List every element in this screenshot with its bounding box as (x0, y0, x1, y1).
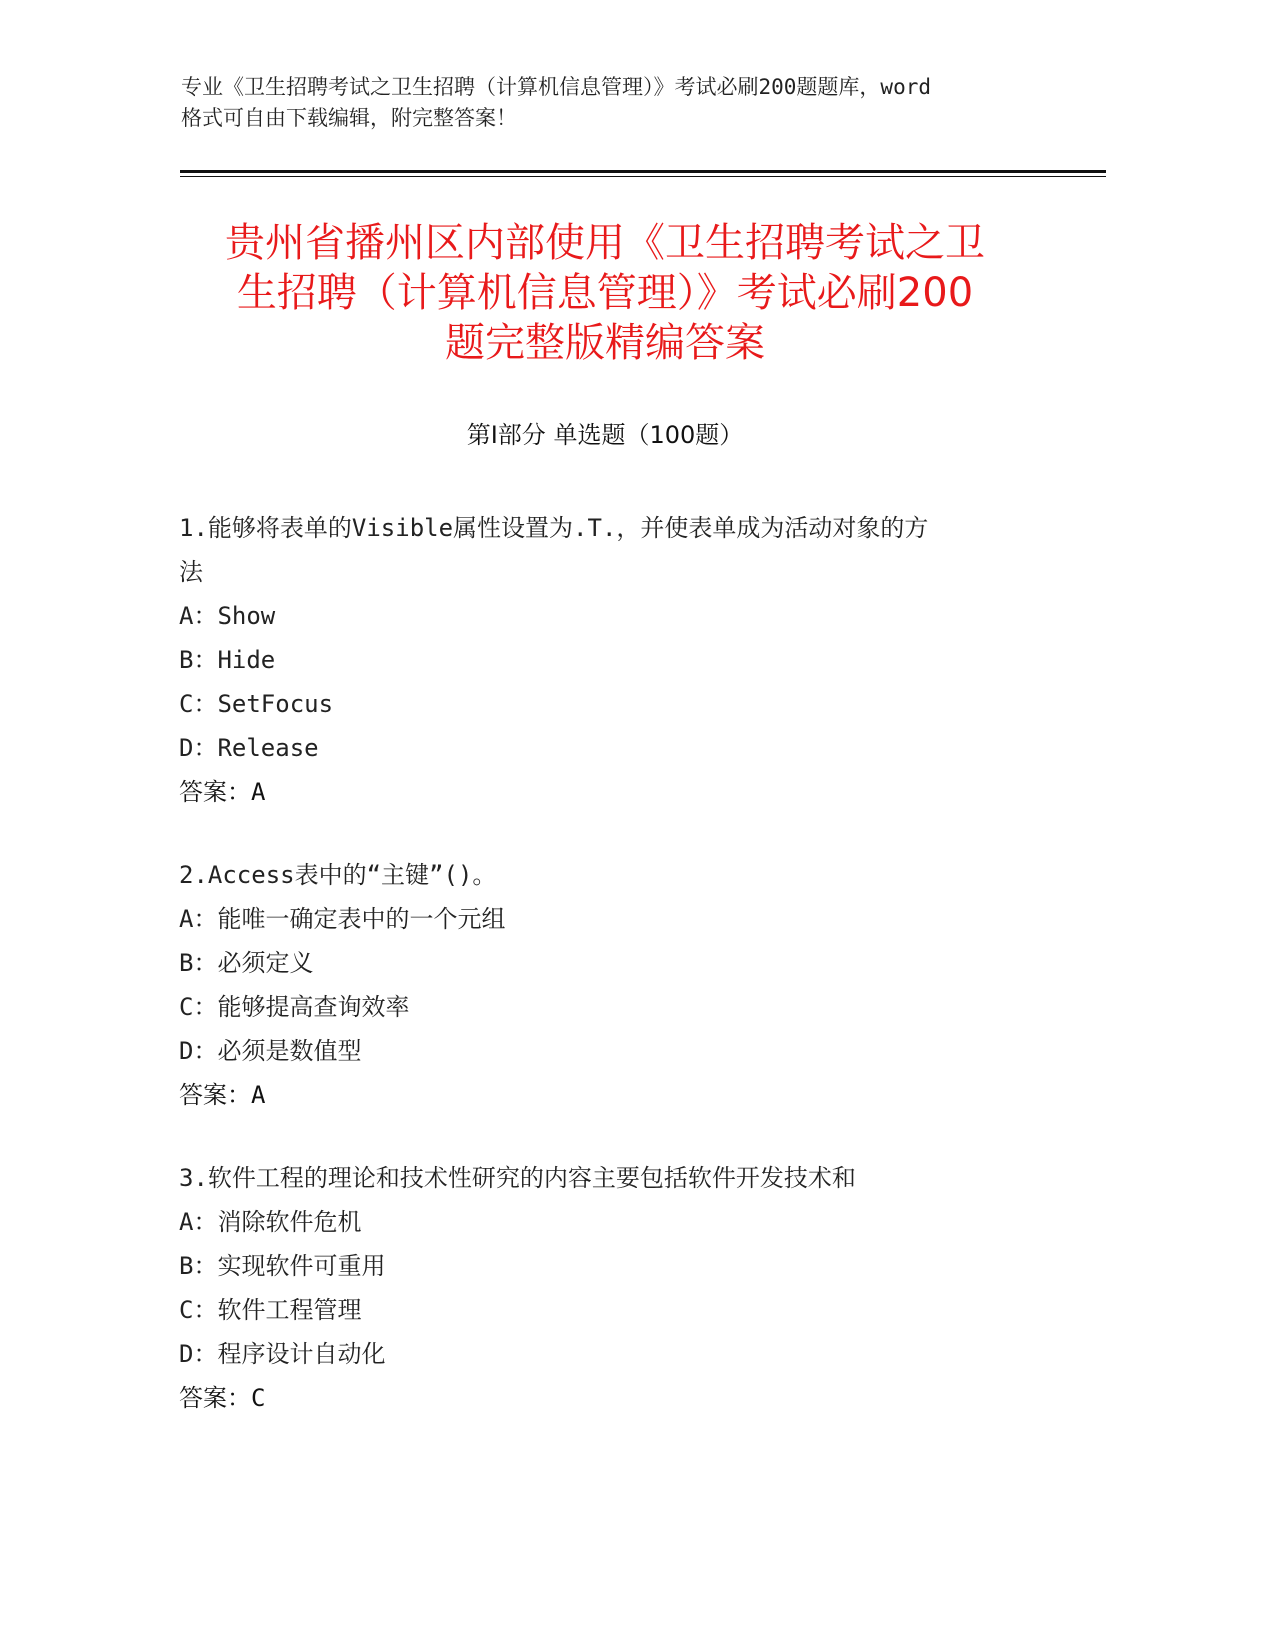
section-heading: 第Ⅰ部分 单选题（100题） (466, 421, 744, 449)
question-3 (179, 1156, 1059, 1420)
answer-label: 答案： (179, 1384, 251, 1412)
question-list (179, 506, 1059, 1459)
question-stem: 1.能够将表单的Visible属性设置为.T.，并使表单成为活动对象的方 (179, 514, 929, 542)
answer-label: 答案： (179, 778, 251, 806)
answer-line (179, 770, 1059, 814)
option-c: C：软件工程管理 (179, 1296, 362, 1324)
header-rule-thin (180, 176, 1106, 177)
document-title-line-1: 贵州省播州区内部使用《卫生招聘考试之卫 (225, 220, 985, 266)
header-note-line-1: 专业《卫生招聘考试之卫生招聘（计算机信息管理）》考试必刷200题题库，word (181, 75, 931, 99)
answer-value: A (251, 778, 266, 806)
option-a: A：能唯一确定表中的一个元组 (179, 905, 506, 933)
option-c: C：SetFocus (179, 690, 334, 718)
option-c: C：能够提高查询效率 (179, 993, 410, 1021)
document-title (180, 218, 1030, 368)
answer-label: 答案： (179, 1081, 251, 1109)
header-note (181, 72, 1061, 134)
option-a: A：Show (179, 602, 276, 630)
option-b: B：实现软件可重用 (179, 1252, 386, 1280)
option-b: B：必须定义 (179, 949, 314, 977)
option-d: D：Release (179, 734, 319, 762)
question-2 (179, 853, 1059, 1117)
answer-value: C (251, 1384, 266, 1412)
question-stem: 2.Access表中的“主键”()。 (179, 861, 497, 889)
answer-line (179, 1376, 1059, 1420)
header-note-line-2: 格式可自由下载编辑，附完整答案！ (181, 106, 517, 130)
answer-value: A (251, 1081, 266, 1109)
option-d: D：程序设计自动化 (179, 1340, 386, 1368)
question-stem: 3.软件工程的理论和技术性研究的内容主要包括软件开发技术和 (179, 1164, 856, 1192)
option-a: A：消除软件危机 (179, 1208, 362, 1236)
header-rule-thick (180, 170, 1106, 173)
answer-line (179, 1073, 1059, 1117)
document-title-line-2: 生招聘（计算机信息管理）》考试必刷200 (236, 270, 974, 316)
document-title-line-3: 题完整版精编答案 (445, 320, 765, 366)
option-d: D：必须是数值型 (179, 1037, 362, 1065)
question-stem-continued: 法 (179, 558, 203, 586)
question-1 (179, 506, 1059, 814)
option-b: B：Hide (179, 646, 276, 674)
